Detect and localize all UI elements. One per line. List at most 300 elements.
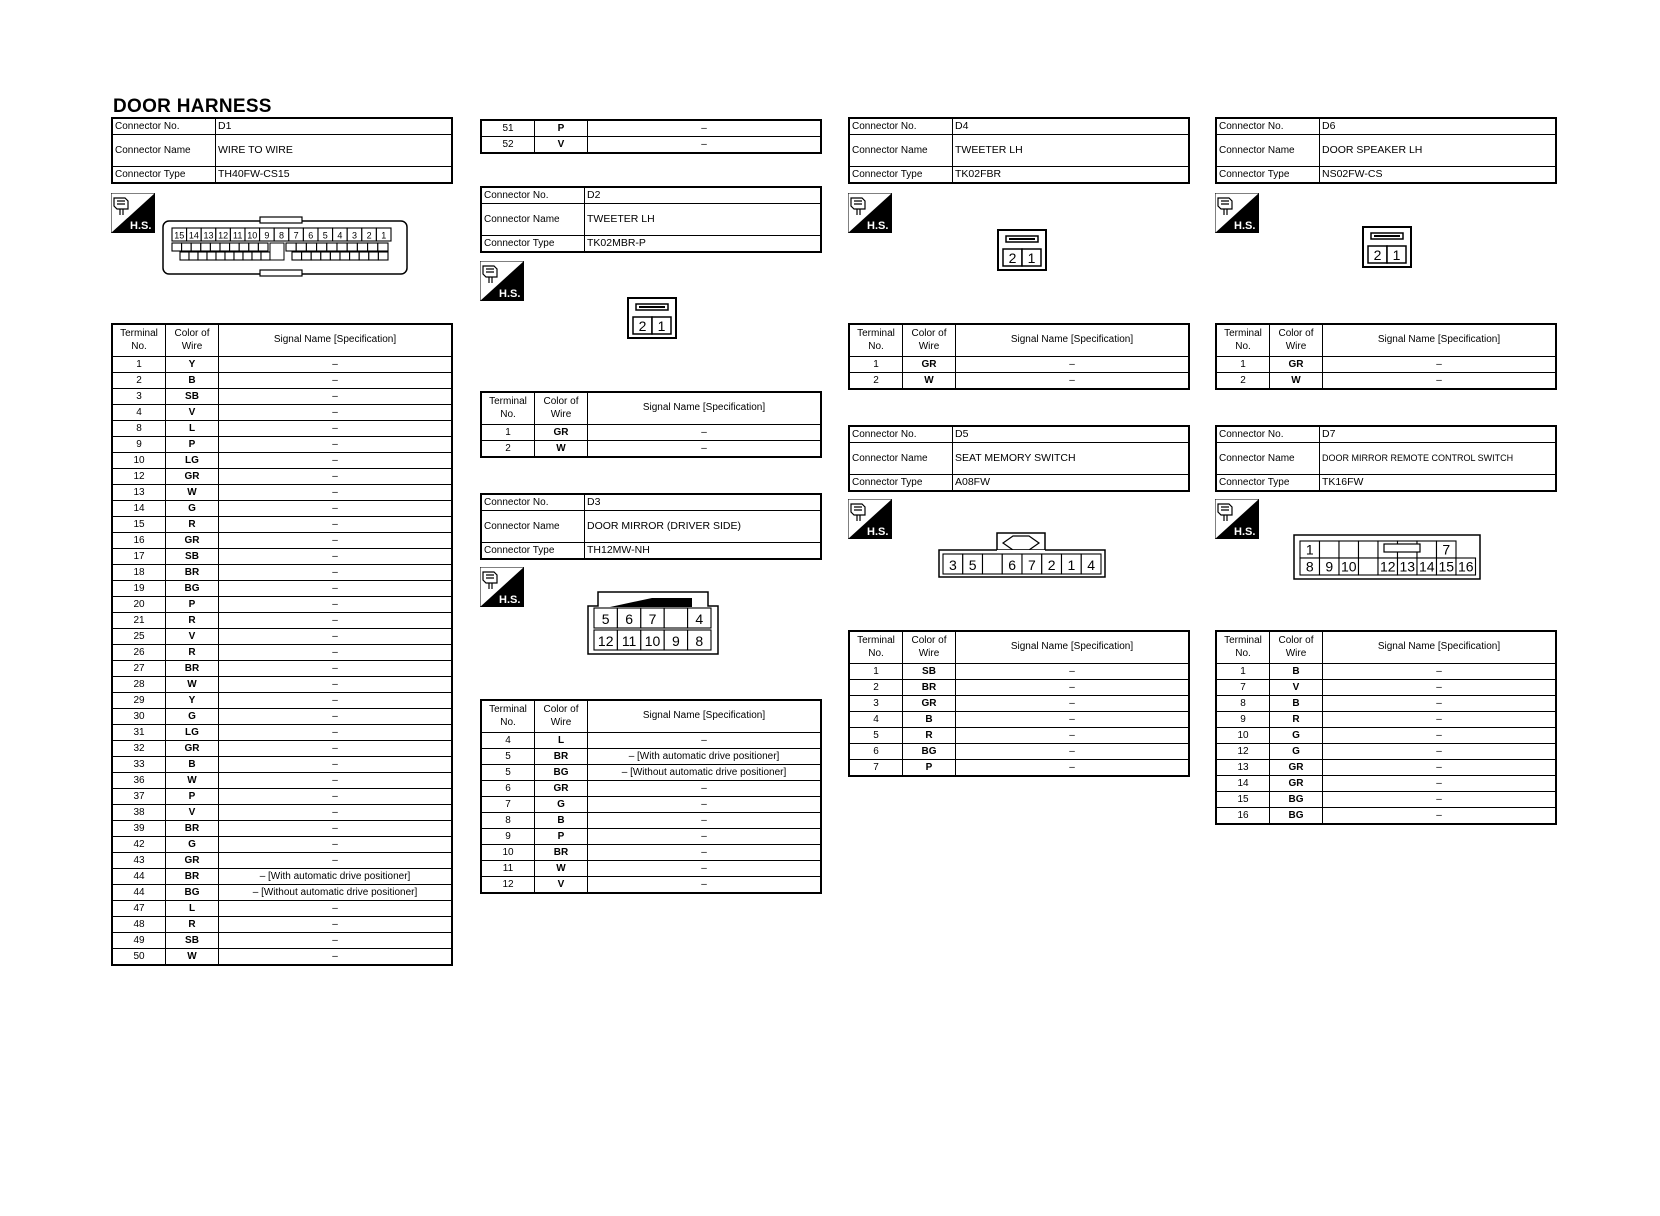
d5-terminal-table: [848, 630, 1190, 777]
wire-color-cell: B: [535, 813, 588, 829]
wire-color-cell: BG: [166, 885, 219, 901]
table-row: [481, 813, 821, 829]
wire-color-cell: R: [166, 613, 219, 629]
terminal-cell: 37: [112, 789, 166, 805]
wire-color-cell: V: [1270, 680, 1323, 696]
signal-cell: –: [1323, 664, 1557, 680]
hs-label: H.S.: [867, 220, 889, 232]
table-row: [481, 137, 821, 154]
terminal-cell: 5: [849, 728, 903, 744]
terminal-cell: 4: [481, 733, 535, 749]
wire-color-cell: SB: [166, 549, 219, 565]
pin-cell: [347, 243, 357, 251]
table-row: [112, 389, 452, 405]
wire-color-cell: GR: [535, 425, 588, 441]
d4-terminal-table: [848, 323, 1190, 390]
d4-connector-face: [997, 229, 1047, 276]
wire-color-cell: G: [166, 837, 219, 853]
wire-color-cell: GR: [903, 696, 956, 712]
table-row: [112, 757, 452, 773]
table-row: [481, 765, 821, 781]
wire-color-cell: GR: [1270, 760, 1323, 776]
terminal-cell: 1: [1216, 357, 1270, 373]
terminal-cell: 2: [481, 441, 535, 458]
signal-cell: –: [588, 137, 822, 154]
signal-cell: –: [956, 728, 1190, 744]
wire-color-cell: W: [166, 773, 219, 789]
wire-color-cell: W: [166, 949, 219, 966]
pin-label: 11: [621, 633, 637, 649]
d6-conn-no: D6: [1320, 118, 1557, 135]
pin-label: 1: [657, 318, 666, 334]
conn-name-label: Connector Name: [1216, 443, 1320, 475]
conn-name-label: Connector Name: [481, 511, 585, 543]
terminal-cell: 2: [1216, 373, 1270, 390]
signal-cell: –: [1323, 760, 1557, 776]
signal-cell: –: [588, 441, 822, 458]
hs-label: H.S.: [499, 594, 521, 606]
terminal-cell: 6: [849, 744, 903, 760]
d3-connector-face: [586, 590, 720, 661]
pin-cell: [350, 252, 360, 260]
signal-cell: –: [219, 933, 453, 949]
pin-label: 1: [1067, 557, 1076, 573]
wire-color-cell: BR: [166, 869, 219, 885]
signal-cell: –: [588, 861, 822, 877]
terminal-cell: 14: [112, 501, 166, 517]
wire-color-cell: BG: [1270, 808, 1323, 825]
wire-color-cell: V: [535, 877, 588, 894]
table-row: [112, 533, 452, 549]
d5-conn-type: A08FW: [953, 475, 1190, 492]
wire-color-cell: GR: [166, 469, 219, 485]
signal-cell: –: [1323, 808, 1557, 825]
terminal-cell: 7: [849, 760, 903, 777]
table-row: [481, 441, 821, 458]
signal-cell: –: [219, 725, 453, 741]
terminal-cell: 14: [1216, 776, 1270, 792]
signal-cell: –: [1323, 357, 1557, 373]
pin-label: 5: [601, 611, 610, 627]
signal-cell: –: [956, 744, 1190, 760]
pin-label: 2: [1373, 247, 1382, 263]
pin-cell: [201, 243, 211, 251]
terminal-cell: 20: [112, 597, 166, 613]
signal-cell: –: [956, 680, 1190, 696]
table-row: [112, 949, 452, 966]
terminal-cell: 2: [849, 680, 903, 696]
terminal-cell: 6: [481, 781, 535, 797]
table-row: [112, 725, 452, 741]
table-row: [112, 709, 452, 725]
terminal-cell: 2: [112, 373, 166, 389]
terminal-cell: 8: [112, 421, 166, 437]
pin-cell: [357, 243, 367, 251]
conn-no-label: Connector No.: [1216, 118, 1320, 135]
pin-cell: [182, 243, 192, 251]
wire-color-cell: SB: [903, 664, 956, 680]
wire-color-cell: L: [535, 733, 588, 749]
pin-label: 14: [188, 230, 199, 241]
d1-conn-name: WIRE TO WIRE: [216, 135, 453, 167]
terminal-cell: 1: [481, 425, 535, 441]
terminal-header: Terminal No.: [481, 700, 535, 733]
terminal-cell: 19: [112, 581, 166, 597]
terminal-cell: 25: [112, 629, 166, 645]
pin-cell: [189, 252, 198, 260]
pin-cell: [207, 252, 216, 260]
pin-label: 4: [1087, 557, 1096, 573]
harness-side-icon: [480, 261, 524, 301]
table-row: [112, 837, 452, 853]
color-header: Color of Wire: [535, 700, 588, 733]
table-row: [112, 581, 452, 597]
signal-cell: – [Without automatic drive positioner]: [588, 765, 822, 781]
terminal-cell: 8: [1216, 696, 1270, 712]
wire-color-cell: SB: [166, 389, 219, 405]
terminal-cell: 44: [112, 885, 166, 901]
wire-color-cell: P: [166, 437, 219, 453]
color-header: Color of Wire: [166, 324, 219, 357]
table-row: [112, 805, 452, 821]
pin-label: 2: [1047, 557, 1056, 573]
pin-cell: [1359, 541, 1379, 558]
pin-cell: [1359, 558, 1379, 575]
d3-terminal-table: [480, 699, 822, 894]
signal-cell: –: [219, 645, 453, 661]
d1-connector-face: [162, 216, 408, 283]
wire-color-cell: LG: [166, 453, 219, 469]
terminal-header: Terminal No.: [481, 392, 535, 425]
terminal-cell: 2: [849, 373, 903, 390]
wire-color-cell: BG: [535, 765, 588, 781]
terminal-cell: 28: [112, 677, 166, 693]
terminal-cell: 44: [112, 869, 166, 885]
signal-cell: –: [956, 373, 1190, 390]
signal-cell: –: [219, 405, 453, 421]
pin-label: 3: [948, 557, 957, 573]
pin-label: 2: [366, 230, 372, 241]
pin-label: 15: [1438, 558, 1455, 575]
terminal-cell: 51: [481, 120, 535, 137]
wire-color-cell: G: [1270, 728, 1323, 744]
signal-cell: –: [219, 357, 453, 373]
table-row: [112, 453, 452, 469]
d7-conn-name: DOOR MIRROR REMOTE CONTROL SWITCH: [1320, 443, 1557, 475]
signal-header: Signal Name [Specification]: [219, 324, 453, 357]
terminal-cell: 5: [481, 749, 535, 765]
wire-color-cell: R: [166, 517, 219, 533]
table-row: [112, 789, 452, 805]
pin-cell: [369, 252, 379, 260]
wire-color-cell: R: [1270, 712, 1323, 728]
wire-color-cell: SB: [166, 933, 219, 949]
signal-cell: –: [219, 597, 453, 613]
pin-cell: [234, 252, 243, 260]
signal-cell: –: [219, 789, 453, 805]
pin-label: 8: [278, 230, 285, 241]
pin-label: 9: [1325, 558, 1334, 575]
terminal-cell: 10: [1216, 728, 1270, 744]
table-row: [112, 485, 452, 501]
signal-cell: –: [588, 797, 822, 813]
d4-info-table: [848, 117, 1190, 184]
signal-cell: –: [588, 733, 822, 749]
wire-color-cell: P: [166, 597, 219, 613]
terminal-cell: 3: [112, 389, 166, 405]
table-row: [112, 357, 452, 373]
terminal-cell: 16: [1216, 808, 1270, 825]
wire-color-cell: GR: [166, 741, 219, 757]
terminal-cell: 1: [112, 357, 166, 373]
wire-color-cell: B: [166, 757, 219, 773]
harness-side-icon: [111, 193, 155, 233]
pin-label: 10: [644, 633, 661, 649]
conn-no-label: Connector No.: [849, 118, 953, 135]
table-row: [112, 405, 452, 421]
pin-label: 13: [1399, 558, 1416, 575]
signal-cell: –: [219, 773, 453, 789]
terminal-cell: 9: [481, 829, 535, 845]
signal-cell: –: [219, 741, 453, 757]
signal-cell: –: [588, 877, 822, 894]
conn-no-label: Connector No.: [112, 118, 216, 135]
terminal-cell: 18: [112, 565, 166, 581]
d6-info-table: [1215, 117, 1557, 184]
signal-cell: –: [219, 581, 453, 597]
terminal-cell: 50: [112, 949, 166, 966]
terminal-cell: 16: [112, 533, 166, 549]
terminal-cell: 7: [1216, 680, 1270, 696]
table-row: [1216, 808, 1556, 825]
wire-color-cell: R: [166, 917, 219, 933]
signal-cell: –: [219, 517, 453, 533]
signal-cell: – [Without automatic drive positioner]: [219, 885, 453, 901]
wire-color-cell: P: [903, 760, 956, 777]
table-row: [1216, 712, 1556, 728]
pin-cell: [321, 252, 331, 260]
signal-cell: –: [219, 805, 453, 821]
pin-cell: [239, 243, 249, 251]
d4-conn-type: TK02FBR: [953, 167, 1190, 184]
table-row: [112, 933, 452, 949]
table-row: [1216, 357, 1556, 373]
pin-label: 10: [247, 230, 258, 241]
pin-cell: [359, 252, 369, 260]
hs-label: H.S.: [499, 288, 521, 300]
pin-label: 13: [203, 230, 214, 241]
signal-cell: –: [219, 677, 453, 693]
terminal-header: Terminal No.: [849, 631, 903, 664]
terminal-cell: 15: [112, 517, 166, 533]
table-row: [849, 696, 1189, 712]
signal-cell: – [With automatic drive positioner]: [219, 869, 453, 885]
table-row: [112, 613, 452, 629]
table-row: [849, 744, 1189, 760]
table-row: [112, 693, 452, 709]
signal-cell: –: [1323, 712, 1557, 728]
color-header: Color of Wire: [1270, 324, 1323, 357]
pin-cell: [983, 554, 1003, 574]
pin-label: 1: [1305, 541, 1314, 558]
pin-label: 7: [293, 230, 299, 241]
terminal-cell: 9: [112, 437, 166, 453]
pin-cell: [302, 252, 312, 260]
signal-cell: –: [219, 901, 453, 917]
conn-name-label: Connector Name: [1216, 135, 1320, 167]
wire-color-cell: BR: [535, 749, 588, 765]
wire-color-cell: W: [1270, 373, 1323, 390]
pin-cell: [327, 243, 337, 251]
pin-label: 12: [597, 633, 614, 649]
pin-cell: [378, 243, 388, 251]
table-row: [481, 861, 821, 877]
color-header: Color of Wire: [535, 392, 588, 425]
d6-connector-face: [1362, 226, 1412, 273]
wire-color-cell: W: [166, 677, 219, 693]
d6-terminal-table: [1215, 323, 1557, 390]
terminal-cell: 10: [481, 845, 535, 861]
pin-cell: [330, 252, 340, 260]
wire-color-cell: B: [166, 373, 219, 389]
d3-conn-no: D3: [585, 494, 822, 511]
signal-cell: –: [219, 629, 453, 645]
key-slot: [270, 243, 284, 260]
wire-color-cell: V: [166, 405, 219, 421]
table-row: [112, 517, 452, 533]
table-row: [481, 733, 821, 749]
terminal-cell: 3: [849, 696, 903, 712]
wire-color-cell: BR: [903, 680, 956, 696]
terminal-cell: 1: [1216, 664, 1270, 680]
pin-label: 1: [381, 230, 387, 241]
signal-cell: –: [219, 709, 453, 725]
signal-cell: –: [588, 813, 822, 829]
pin-label: 5: [322, 230, 328, 241]
wire-color-cell: V: [166, 805, 219, 821]
signal-cell: –: [1323, 373, 1557, 390]
d2-connector-face: [627, 297, 677, 344]
signal-cell: –: [956, 357, 1190, 373]
wire-color-cell: L: [166, 421, 219, 437]
terminal-cell: 1: [849, 664, 903, 680]
pin-label: 1: [1027, 250, 1036, 266]
pin-cell: [258, 243, 268, 251]
wire-color-cell: P: [535, 120, 588, 137]
wire-color-cell: BG: [1270, 792, 1323, 808]
signal-cell: –: [219, 533, 453, 549]
pin-label: 9: [672, 633, 680, 649]
wire-color-cell: B: [903, 712, 956, 728]
harness-side-icon: [848, 193, 892, 233]
pin-label: 3: [351, 230, 358, 241]
pin-label: 14: [1418, 558, 1435, 575]
pin-label: 1: [1392, 247, 1401, 263]
table-row: [849, 728, 1189, 744]
signal-header: Signal Name [Specification]: [588, 392, 822, 425]
conn-type-label: Connector Type: [481, 236, 585, 253]
table-row: [112, 885, 452, 901]
wire-color-cell: W: [535, 441, 588, 458]
d3-conn-name: DOOR MIRROR (DRIVER SIDE): [585, 511, 822, 543]
terminal-cell: 12: [481, 877, 535, 894]
d2-conn-name: TWEETER LH: [585, 204, 822, 236]
pin-cell: [664, 608, 687, 628]
pin-label: 12: [1379, 558, 1396, 575]
page-title: DOOR HARNESS: [113, 96, 272, 117]
d1-info-table: [111, 117, 453, 184]
harness-side-icon: [848, 499, 892, 539]
terminal-cell: 13: [112, 485, 166, 501]
signal-cell: –: [1323, 792, 1557, 808]
table-row: [849, 373, 1189, 390]
wire-color-cell: R: [903, 728, 956, 744]
signal-header: Signal Name [Specification]: [1323, 631, 1557, 664]
table-row: [112, 773, 452, 789]
wire-color-cell: L: [166, 901, 219, 917]
conn-type-label: Connector Type: [1216, 167, 1320, 184]
signal-cell: –: [219, 549, 453, 565]
harness-side-icon: [480, 567, 524, 607]
pin-label: 6: [308, 230, 314, 241]
terminal-header: Terminal No.: [1216, 324, 1270, 357]
signal-cell: –: [588, 120, 822, 137]
wire-color-cell: Y: [166, 693, 219, 709]
pin-label: 7: [648, 611, 657, 627]
table-row: [112, 373, 452, 389]
pin-cell: [216, 252, 225, 260]
terminal-cell: 42: [112, 837, 166, 853]
table-row: [1216, 760, 1556, 776]
signal-cell: –: [219, 661, 453, 677]
pin-label: 6: [1008, 557, 1017, 573]
table-row: [481, 781, 821, 797]
signal-cell: –: [219, 565, 453, 581]
table-row: [849, 680, 1189, 696]
d7-terminal-table: [1215, 630, 1557, 825]
wire-color-cell: BR: [166, 661, 219, 677]
wire-color-cell: BG: [903, 744, 956, 760]
wire-color-cell: Y: [166, 357, 219, 373]
d7-connector-face: [1292, 533, 1482, 586]
table-row: [112, 501, 452, 517]
table-row: [1216, 792, 1556, 808]
terminal-cell: 15: [1216, 792, 1270, 808]
wire-color-cell: R: [166, 645, 219, 661]
pin-label: 2: [638, 318, 647, 334]
wire-color-cell: P: [166, 789, 219, 805]
terminal-cell: 32: [112, 741, 166, 757]
conn-no-label: Connector No.: [849, 426, 953, 443]
pin-cell: [252, 252, 261, 260]
pin-cell: [311, 252, 321, 260]
pin-label: 8: [1305, 558, 1314, 575]
hs-label: H.S.: [1234, 220, 1256, 232]
conn-no-label: Connector No.: [481, 187, 585, 204]
terminal-cell: 9: [1216, 712, 1270, 728]
d5-connector-face: [937, 531, 1107, 584]
wire-color-cell: P: [535, 829, 588, 845]
terminal-cell: 39: [112, 821, 166, 837]
color-header: Color of Wire: [1270, 631, 1323, 664]
terminal-cell: 4: [112, 405, 166, 421]
signal-cell: –: [1323, 744, 1557, 760]
pin-label: 12: [218, 230, 229, 241]
signal-cell: –: [1323, 728, 1557, 744]
wire-color-cell: G: [166, 709, 219, 725]
pin-cell: [317, 243, 327, 251]
pin-cell: [340, 252, 350, 260]
